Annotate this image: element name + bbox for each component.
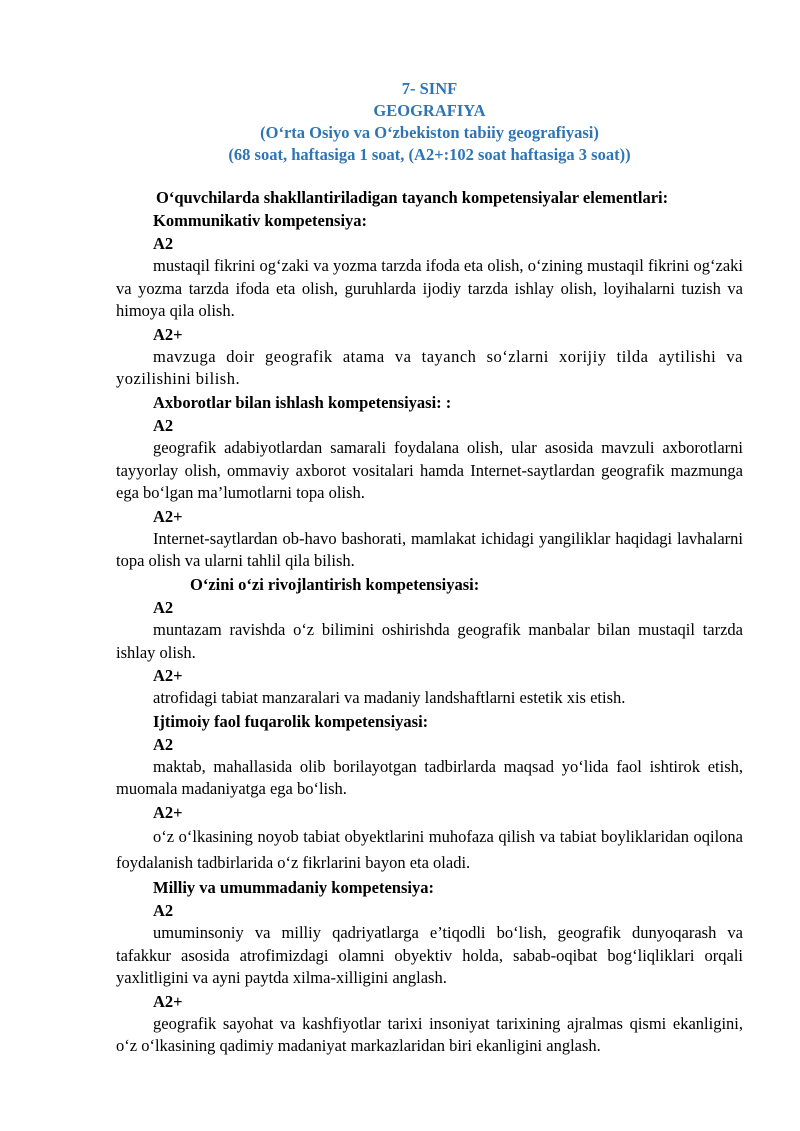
section-heading: O‘zini o‘zi rivojlantirish kompetensiyasi: (190, 574, 480, 594)
section-paragraph: muntazam ravishda o‘z bilimini oshirishda geografik manbalar bilan mustaqil tarzda ishlay olish. (116, 619, 743, 662)
level-label: A2+ (153, 991, 183, 1011)
section-paragraph: mavzuga doir geografik atama va tayanch so‘zlarni xorijiy tilda aytilishi va yozilishini bilish. (116, 346, 743, 389)
level-label: A2 (153, 415, 174, 435)
section-heading: Axborotlar bilan ishlash kompetensiyasi: : (153, 392, 452, 412)
course-title: (O‘rta Osiyo va O‘zbekiston tabiiy geografiyasi) (260, 123, 599, 142)
level-label: A2+ (153, 666, 183, 686)
document-title (116, 78, 743, 166)
level-label: A2+ (153, 802, 183, 822)
section-paragraph: geografik adabiyotlardan samarali foydalana olish, ular asosida mavzuli axborotlarni tayyorlay olish, ommaviy axborot vositalari hamda Internet-saytlardan geografik mazmunga ega bo‘lgan ma’lumotlarni topa olish. (116, 437, 743, 503)
section-paragraph: geografik sayohat va kashfiyotlar tarixi insoniyat tarixining ajralmas qismi ekanligini, o‘z o‘lkasining qadimiy madaniyat markazlaridan biri ekanligini anglash. (116, 1013, 743, 1056)
section-heading: Milliy va umummadaniy kompetensiya: (153, 877, 434, 897)
subject-title: GEOGRAFIYA (373, 101, 486, 120)
level-label: A2+ (153, 506, 183, 526)
hours-title: (68 soat, haftasiga 1 soat, (A2+:102 soat haftasiga 3 soat)) (228, 145, 631, 164)
level-label: A2 (153, 234, 174, 253)
section-paragraph: atrofidagi tabiat manzaralari va madaniy landshaftlarni estetik xis etish. (153, 688, 626, 708)
section-paragraph: maktab, mahallasida olib borilayotgan tadbirlarda maqsad yo‘lida faol ishtirok etish, muomala madaniyatga ega bo‘lish. (116, 756, 743, 799)
section-paragraph: Internet-saytlardan ob-havo bashorati, mamlakat ichidagi yangiliklar haqidagi lavhalarni topa olish va ularni tahlil qila bilish. (116, 528, 743, 571)
level-label: A2 (153, 597, 174, 617)
document-page (116, 78, 743, 1058)
section-heading: Kommunikativ kompetensiya: (153, 211, 368, 230)
intro-heading: O‘quvchilarda shakllantiriladigan tayanch kompetensiyalar elementlari: (156, 188, 669, 207)
level-label: A2 (153, 734, 174, 754)
section-paragraph: umuminsoniy va milliy qadriyatlarga e’tiqodli bo‘lish, geografik dunyoqarash va tafakkur asosida atrofimizdagi olamni obyektiv holda, sabab-oqibat bog‘liqliklari orqali yaxlitligini va ayni paytda xilma-xilligini anglash. (116, 922, 743, 988)
section-paragraph: mustaqil fikrini og‘zaki va yozma tarzda ifoda eta olish, o‘zining mustaqil fikrini og‘zaki va yozma tarzda ifoda eta olish, guruhlarda ijodiy tarzda ishlay olish, loyihalarni tuzish va himoya qila olish. (116, 256, 743, 321)
grade-title: 7- SINF (401, 79, 458, 98)
level-label: A2 (153, 900, 174, 920)
section-paragraph: o‘z o‘lkasining noyob tabiat obyektlarini muhofaza qilish va tabiat boyliklaridan oqilona foydalanish tadbirlarida o‘z fikrlarini bayon eta oladi. (116, 826, 743, 872)
section-heading: Ijtimoiy faol fuqarolik kompetensiyasi: (153, 711, 429, 731)
level-label: A2+ (153, 324, 183, 344)
